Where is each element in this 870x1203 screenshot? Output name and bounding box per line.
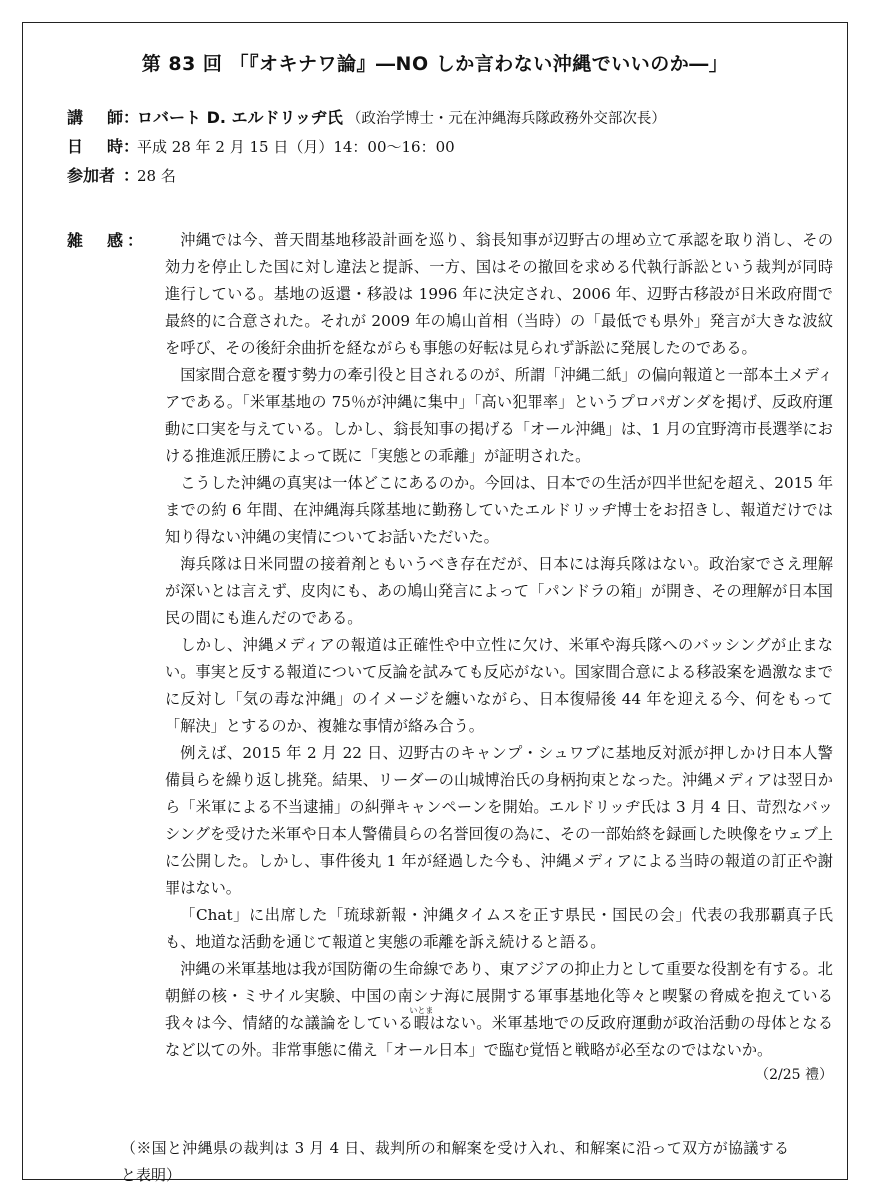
meta-section bbox=[67, 105, 827, 192]
datetime-value: 平成 28 年 2 月 15 日（月）14：00〜16：00 bbox=[137, 138, 455, 156]
lecturer-affiliation: （政治学博士・元在沖縄海兵隊政務外交部次長） bbox=[346, 111, 666, 127]
paragraph-final: 沖縄の米軍基地は我が国防衛の生命線であり、東アジアの抑止力として重要な役割を有する。北朝鮮の核・ミサイル実験、中国の南シナ海に展開する軍事基地化等々と喫緊の脅威を抱えている我々は今、情緒的な議論をしている暇いとまはない。米軍基地での反政府運動が政治活動の母体となるなど以ての外。非常事態に備え「オール日本」で臨む覚悟と戦略が必至なのではないか。 bbox=[165, 960, 834, 1059]
impressions-label: 雑 感 bbox=[67, 231, 123, 250]
attendees-row: 参加者 ： 28 名 bbox=[67, 163, 827, 192]
paragraph: 海兵隊は日米同盟の接着剤ともいうべき存在だが、日本には海兵隊はない。政治家でさえ理解が深いとは言えず、皮肉にも、あの鳩山発言によって「パンドラの箱」が開き、その理解が日本国民の間にも進んだのである。 bbox=[165, 555, 833, 627]
paragraph: 国家間合意を覆す勢力の牽引役と目されるのが、所謂「沖縄二紙」の偏向報道と一部本土メディアである。「米軍基地の 75％が沖縄に集中」「高い犯罪率」というプロパガンダを掲げ、反政府運動に口実を与えている。しかし、翁長知事の掲げる「オール沖縄」は、1 月の宜野湾市長選挙における推進派圧勝によって既に「実態との乖離」が証明された。 bbox=[165, 366, 833, 465]
paragraph: 例えば、2015 年 2 月 22 日、辺野古のキャンプ・シュワブに基地反対派が押しかけ日本人警備員らを繰り返し挑発。結果、リーダーの山城博治氏の身柄拘束となった。沖縄メディアは翌日から「米軍による不当逮捕」の糾弾キャンペーンを開始。エルドリッヂ氏は 3 月 4 日、苛烈なバッシングを受けた米軍や日本人警備員らの名誉回復の為に、その一部始終を録画した映像をウェブ上に公開した。しかし、事件後丸 1 年が経過した今も、沖縄メディアによる当時の報道の訂正や謝罪はない。 bbox=[165, 744, 833, 897]
paragraph: 「Chat」に出席した「琉球新報・沖縄タイムスを正す県民・国民の会」代表の我那覇真子氏も、地道な活動を通じて報道と実態の乖離を訴え続けると語る。 bbox=[165, 906, 833, 951]
lecturer-name: ロバート D. エルドリッヂ氏 bbox=[137, 108, 343, 127]
lecturer-row: 講 師 ： ロバート D. エルドリッヂ氏 （政治学博士・元在沖縄海兵隊政務外交部次長） bbox=[67, 105, 827, 134]
paragraph: しかし、沖縄メディアの報道は正確性や中立性に欠け、米軍や海兵隊へのバッシングが止まない。事実と反する報道について反論を試みても反応がない。国家間合意による移設案を過激なまでに反対し「気の毒な沖縄」のイメージを纏いながら、日本復帰後 44 年を迎える今、何をもって「解決」とするのか、複雑な事情が絡み合う。 bbox=[165, 636, 833, 735]
impressions-body bbox=[165, 227, 833, 1089]
ruby-annotation: 暇いとま bbox=[409, 1006, 434, 1032]
attendees-label: 参加者 bbox=[67, 166, 116, 185]
footnote: （※国と沖縄県の裁判は 3 月 4 日、裁判所の和解案を受け入れ、和解案に沿って双方が協議すると表明） bbox=[121, 1139, 789, 1184]
document-frame: 第 83 回 「『オキナワ論』―NO しか言わない沖縄でいいのか―」 講 師 ： ロバート D. エルドリッヂ氏 （政治学博士・元在沖縄海兵隊政務外交部次長） 日 時 ： 平成 28 年 2 月 15 日（月）14：00〜16：00 参加者 ： 28 名 雑 感 ： 沖縄では今、普天間基地移設計画を巡り、翁長知事が辺野古の埋め立て承認を取り消し、その効力を停止した国に対し違法と提訴、一方、国はその撤回を求める代執行訴訟という裁判が同時進行している。基地の返還・移設は 1996 年に決定され、2006 年、辺野古移設が日米政府間で最終的に合意された。それが 2009 年の鳩山首相（当時）の「最低でも県外」発言が大きな波紋を呼び、その後紆余曲折を経ながらも事態の好転は見られず訴訟に発展したのである。 国家間合意を覆す勢力の牽引役と目されるのが、所謂「沖縄二紙」の偏向報道と一部本土メディアである。「米軍基地の 75％が沖縄に集中」「高い犯罪率」というプロパガンダを掲げ、反政府運動に口実を与えている。しかし、翁長知事の掲げる「オール沖縄」は、1 月の宜野湾市長選挙における推進派圧勝によって既に「実態との乖離」が証明された。 こうした沖縄の真実は一体どこにあるのか。今回は、日本での生活が四半世紀を超え、2015 年までの約 6 年間、在沖縄海兵隊基地に勤務していたエルドリッヂ博士をお招きし、報道だけでは知り得ない沖縄の実情についてお話いただいた。 海兵隊は日米同盟の接着剤ともいうべき存在だが、日本には海兵隊はない。政治家でさえ理解が深いとは言えず、皮肉にも、あの鳩山発言によって「パンドラの箱」が開き、その理解が日本国民の間にも進んだのである。 しかし、沖縄メディアの報道は正確性や中立性に欠け、米軍や海兵隊へのバッシングが止まない。事実と反する報道について反論を試みても反応がない。国家間合意による移設案を過激なまでに反対し「気の毒な沖縄」のイメージを纏いながら、日本復帰後 44 年を迎える今、何をもって「解決」とするのか、複雑な事情が絡み合う。 例えば、2015 年 2 月 22 日、辺野古のキャンプ・シュワブに基地反対派が押しかけ日本人警備員らを繰り返し挑発。結果、リーダーの山城博治氏の身柄拘束となった。沖縄メディアは翌日から「米軍による不当逮捕」の糾弾キャンペーンを開始。エルドリッヂ氏は 3 月 4 日、苛烈なバッシングを受けた米軍や日本人警備員らの名誉回復の為に、その一部始終を録画した映像をウェブ上に公開した。しかし、事件後丸 1 年が経過した今も、沖縄メディアによる当時の報道の訂正や謝罪はない。 「Chat」に出席した「琉球新報・沖縄タイムスを正す県民・国民の会」代表の我那覇真子氏も、地道な活動を通じて報道と実態の乖離を訴え続けると語る。 沖縄の米軍基地は我が国防衛の生命線であり、東アジアの抑止力として重要な役割を有する。北朝鮮の核・ミサイル実験、中国の南シナ海に展開する軍事基地化等々と喫緊の脅威を抱えている我々は今、情緒的な議論をしている暇いとまはない。米軍基地での反政府運動が政治活動の母体となるなど以ての外。非常事態に備え「オール日本」で臨む覚悟と戦略が必至なのではないか。 （2/25 禮） （※国と沖縄県の裁判は 3 月 4 日、裁判所の和解案を受け入れ、和解案に沿って双方が協議すると表明） bbox=[22, 22, 848, 1180]
paragraph: こうした沖縄の真実は一体どこにあるのか。今回は、日本での生活が四半世紀を超え、2015 年までの約 6 年間、在沖縄海兵隊基地に勤務していたエルドリッヂ博士をお招きし、報道だけでは知り得ない沖縄の実情についてお話いただいた。 bbox=[165, 474, 834, 546]
attendees-value: 28 名 bbox=[137, 167, 176, 185]
lecturer-label: 講 師 bbox=[67, 108, 123, 127]
page-title: 第 83 回 「『オキナワ論』―NO しか言わない沖縄でいいのか―」 bbox=[141, 53, 729, 75]
datetime-row: 日 時 ： 平成 28 年 2 月 15 日（月）14：00〜16：00 bbox=[67, 134, 827, 163]
signature: （2/25 禮） bbox=[755, 1067, 833, 1083]
datetime-label: 日 時 bbox=[67, 137, 123, 156]
paragraph: 沖縄では今、普天間基地移設計画を巡り、翁長知事が辺野古の埋め立て承認を取り消し、その効力を停止した国に対し違法と提訴、一方、国はその撤回を求める代執行訴訟という裁判が同時進行している。基地の返還・移設は 1996 年に決定され、2006 年、辺野古移設が日米政府間で最終的に合意された。それが 2009 年の鳩山首相（当時）の「最低でも県外」発言が大きな波紋を呼び、その後紆余曲折を経ながらも事態の好転は見られず訴訟に発展したのである。 bbox=[165, 231, 833, 357]
